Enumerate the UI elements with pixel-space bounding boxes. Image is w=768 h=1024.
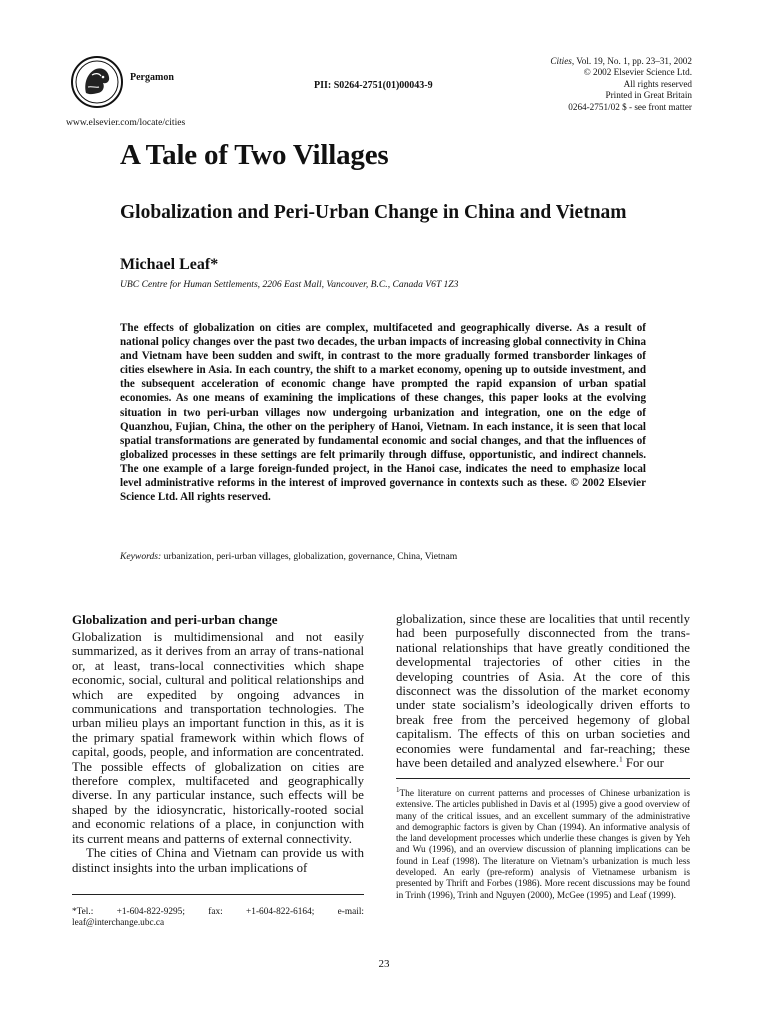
printed-line: Printed in Great Britain: [605, 90, 692, 101]
publisher-logo-icon: [70, 55, 124, 109]
author-name: Michael Leaf*: [120, 256, 219, 273]
body-column-left: [72, 612, 364, 875]
keywords: [120, 551, 660, 562]
journal-name: Cities: [550, 56, 572, 66]
section-heading: Globalization and peri-urban change: [72, 612, 278, 627]
page-number: 23: [378, 958, 390, 970]
body-paragraph: Globalization is multidimensional and not easily summarized, as it derives from an array of trans-national or, at least, trans-local connectivities which shape economic, social, cultural and political relationships and which are expedited by ongoing advances in communications and transportation technologies. The urban milieu plays an important function in this, as it is the primary spatial framework within which flows of capital, goods, people, and information are concentrated. The possible effects of globalization on cities are therefore complex, multifaceted and geographically diverse. In any particular instance, such effects will be shaped by the idiosyncratic, historically-rooted social and economic relations of a place, in conjunction with its current means and patterns of external connectivity.: [72, 630, 364, 846]
body-paragraph: [396, 612, 690, 770]
footnote-reference[interactable]: 1: [619, 755, 623, 764]
pii-identifier: PII: S0264-2751(01)00043-9: [314, 80, 433, 91]
author-affiliation: UBC Centre for Human Settlements, 2206 East Mall, Vancouver, B.C., Canada V6T 1Z3: [120, 279, 459, 290]
footnote-divider: [396, 778, 690, 779]
journal-citation: , Vol. 19, No. 1, pp. 23–31, 2002: [571, 56, 692, 66]
journal-info: [550, 56, 692, 113]
article-title: A Tale of Two Villages: [120, 139, 389, 171]
journal-url-link[interactable]: www.elsevier.com/locate/cities: [66, 117, 186, 128]
body-paragraph-tail: For our: [622, 756, 664, 771]
body-paragraph-text: globalization, since these are localities that until recently had been purposefully disconnected from the trans-national relationships that have greatly conditioned the developmental trajectories of other cities in the developing countries of Asia. At the core of this disconnect was the dissolution of the market economy under state socialism’s ideologically driven efforts to break free from the perceived hegemony of global capitalism. The effects of this on urban societies and economies were fundamental and far-reaching; these have been detailed and analyzed elsewhere.: [396, 612, 690, 771]
copyright-line: © 2002 Elsevier Science Ltd.: [583, 67, 692, 78]
author-contact-footnote: *Tel.: +1-604-822-9295; fax: +1-604-822-6164; e-mail: leaf@interchange.ubc.ca: [72, 907, 364, 929]
abstract: The effects of globalization on cities are complex, multifaceted and geographically diverse. As a result of national policy changes over the past two decades, the urban impacts of increasing global connectivity in China and Vietnam have been sudden and swift, in contrast to the more gradually formed transborder linkages of cities elsewhere in Asia. In each country, the shift to a market economy, opening up to outside investment, and the subsequent acceleration of economic change have prompted the rapid expansion of urban spatial economies. As one means of examining the implications of these changes, this paper looks at the evolving situation in two peri-urban villages now undergoing urbanization and integration, one on the edge of Quanzhou, Fujian, China, the other on the periphery of Hanoi, Vietnam. In each instance, it is seen that local spatial transformations are generated by fundamental economic and social changes, and that the influences of globalized processes in these settings are felt primarily through diffuse, opportunistic, and indirect channels. The one example of a large foreign-funded project, in the Hanoi case, indicates the need to emphasize local level administrative reforms in the interest of improved governance in contexts such as these. © 2002 Elsevier Science Ltd. All rights reserved.: [120, 322, 646, 504]
rights-line: All rights reserved: [623, 78, 692, 89]
publisher-name: Pergamon: [130, 72, 174, 83]
footnote-divider: [72, 894, 364, 895]
keywords-list: urbanization, peri-urban villages, globalization, governance, China, Vietnam: [161, 551, 458, 562]
keywords-label: Keywords:: [120, 551, 162, 562]
footnote-mark: 1: [396, 785, 400, 794]
body-paragraph: The cities of China and Vietnam can provide us with distinct insights into the urban implications of: [72, 846, 364, 875]
footnote-1: [396, 785, 690, 902]
footnote-text: The literature on current patterns and processes of Chinese urbanization is extensive. The articles published in Davis et al (1995) give a good overview of many of the critical issues, and an excellent summary of the administrative and demographic factors is given by Chan (1994). An informative analysis of the land development processes which underlie these changes is given by Yeh and Wu (1996), and an overview discussion of planning implications can be found in Leaf (1998). The literature on Vietnam’s urbanization is much less developed. An early (pre-reform) analysis of Vietnamese urbanism is presented by Thrift and Forbes (1986). More recent discussions may be found in Trinh (1996), Trinh and Nguyen (2000), McGee (1995) and Leaf (1999).: [396, 789, 690, 901]
article-subtitle: Globalization and Peri-Urban Change in China and Vietnam: [120, 202, 627, 223]
body-column-right: [396, 612, 690, 770]
issn-line: 0264-2751/02 $ - see front matter: [568, 101, 692, 112]
